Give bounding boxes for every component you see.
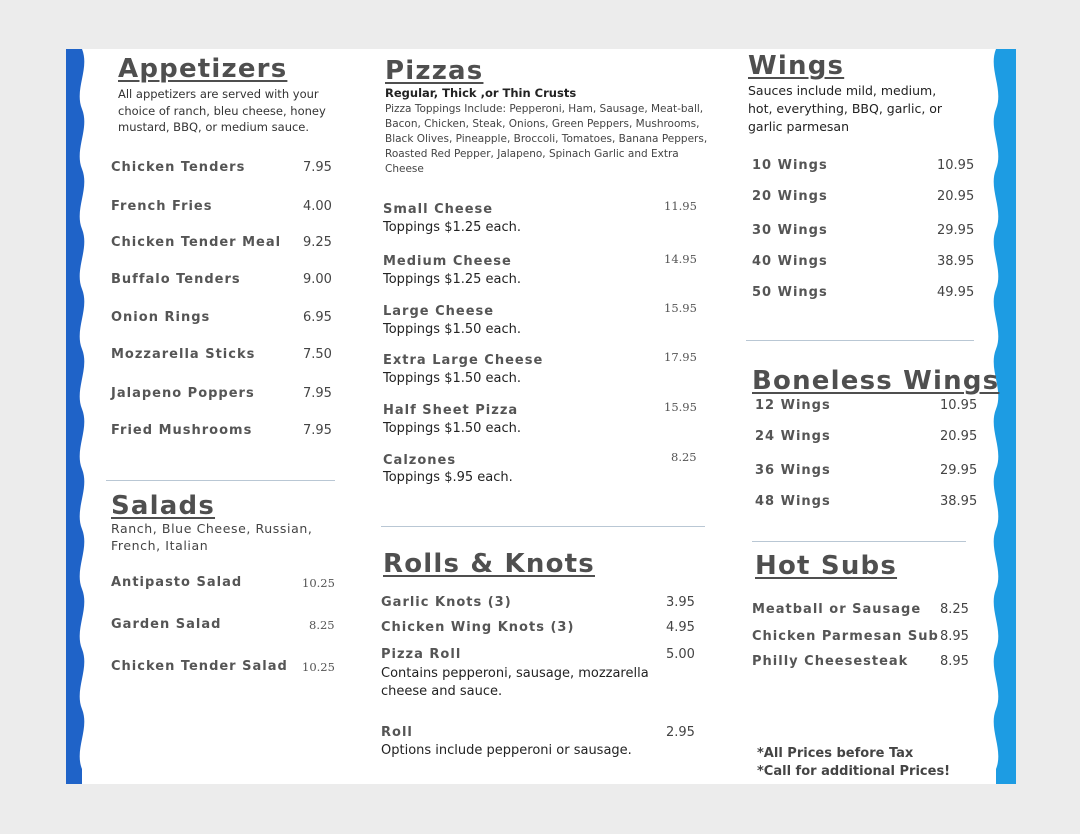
menu-item-name: 12 Wings <box>755 398 831 413</box>
menu-item-price: 29.95 <box>940 463 978 478</box>
menu-item-toppings: Toppings $.95 each. <box>383 470 513 485</box>
menu-item-price: 29.95 <box>937 223 975 238</box>
menu-item-price: 38.95 <box>937 254 975 269</box>
menu-item-price: 7.95 <box>303 386 332 401</box>
menu-item-name: Chicken Tenders <box>111 160 246 175</box>
menu-item-price: 4.95 <box>666 620 695 635</box>
section-divider <box>106 480 335 481</box>
menu-item-name: Large Cheese <box>383 304 495 319</box>
left-wave-stripe <box>66 49 92 784</box>
menu-item-price: 8.25 <box>940 602 969 617</box>
menu-item-price: 15.95 <box>664 301 697 315</box>
rolls-knots-title: Rolls & Knots <box>383 549 595 579</box>
menu-item-price: 20.95 <box>937 189 975 204</box>
menu-item-name: Meatball or Sausage <box>752 602 922 617</box>
menu-item-name: 50 Wings <box>752 285 828 300</box>
section-divider <box>381 526 705 527</box>
menu-item-name: Chicken Tender Meal <box>111 235 282 250</box>
menu-item-price: 8.95 <box>940 629 969 644</box>
menu-item-price: 11.95 <box>664 199 697 213</box>
menu-item-price: 14.95 <box>664 252 697 266</box>
menu-item-name: Half Sheet Pizza <box>383 403 519 418</box>
menu-item-name: Jalapeno Poppers <box>111 386 255 401</box>
menu-item-price: 10.25 <box>302 660 335 674</box>
price-note-call: *Call for additional Prices! <box>757 764 951 779</box>
menu-item-name: 40 Wings <box>752 254 828 269</box>
menu-item-price: 8.25 <box>309 618 335 632</box>
menu-item-name: Small Cheese <box>383 202 494 217</box>
menu-item-toppings: Toppings $1.50 each. <box>383 421 522 436</box>
section-divider <box>752 541 966 542</box>
menu-item-price: 8.25 <box>671 450 697 464</box>
menu-item-price: 38.95 <box>940 494 978 509</box>
menu-item-description: Options include pepperoni or sausage. <box>381 743 632 758</box>
menu-item-name: Fried Mushrooms <box>111 423 253 438</box>
menu-item-name: Medium Cheese <box>383 254 512 269</box>
salads-title: Salads <box>111 491 216 521</box>
menu-item-price: 3.95 <box>666 595 695 610</box>
menu-item-name: 30 Wings <box>752 223 828 238</box>
section-divider <box>746 340 974 341</box>
menu-item-name: Extra Large Cheese <box>383 353 544 368</box>
menu-item-price: 7.95 <box>303 423 332 438</box>
hot-subs-title: Hot Subs <box>755 551 898 581</box>
menu-item-price: 10.95 <box>937 158 975 173</box>
salads-dressings: Ranch, Blue Cheese, Russian, French, Italian <box>111 521 313 553</box>
menu-item-price: 9.00 <box>303 272 332 287</box>
menu-item-name: Onion Rings <box>111 310 211 325</box>
menu-item-price: 8.95 <box>940 654 969 669</box>
menu-item-name: 24 Wings <box>755 429 831 444</box>
menu-item-name: 36 Wings <box>755 463 831 478</box>
menu-item-price: 5.00 <box>666 647 695 662</box>
appetizers-description: All appetizers are served with your choice of ranch, bleu cheese, honey mustard, BBQ, or medium sauce. <box>118 87 326 134</box>
menu-item-name: Garlic Knots (3) <box>381 595 512 610</box>
pizza-crust-options: Regular, Thick ,or Thin Crusts <box>385 86 577 100</box>
appetizers-title: Appetizers <box>118 54 288 84</box>
menu-item-price: 49.95 <box>937 285 975 300</box>
menu-item-name: Antipasto Salad <box>111 575 243 590</box>
menu-item-price: 2.95 <box>666 725 695 740</box>
menu-item-toppings: Toppings $1.50 each. <box>383 322 522 337</box>
menu-item-price: 7.50 <box>303 347 332 362</box>
menu-item-toppings: Toppings $1.50 each. <box>383 371 522 386</box>
menu-item-name: French Fries <box>111 199 213 214</box>
menu-item-price: 15.95 <box>664 400 697 414</box>
wings-title: Wings <box>748 51 845 81</box>
menu-item-price: 10.95 <box>940 398 978 413</box>
pizzas-title: Pizzas <box>385 56 484 86</box>
menu-item-price: 17.95 <box>664 350 697 364</box>
menu-item-price: 6.95 <box>303 310 332 325</box>
menu-item-name: Calzones <box>383 453 457 468</box>
menu-item-name: Chicken Wing Knots (3) <box>381 620 575 635</box>
menu-item-name: 20 Wings <box>752 189 828 204</box>
menu-item-price: 10.25 <box>302 576 335 590</box>
boneless-wings-title: Boneless Wings <box>752 366 1000 396</box>
menu-item-name: Buffalo Tenders <box>111 272 241 287</box>
menu-item-name: Mozzarella Sticks <box>111 347 256 362</box>
menu-item-price: 9.25 <box>303 235 332 250</box>
menu-item-name: Garden Salad <box>111 617 222 632</box>
pizza-toppings-list: Pizza Toppings Include: Pepperoni, Ham, Sausage, Meat-ball, Bacon, Chicken, Steak, Onions, Green Peppers, Mushrooms, Black Olives, Pineapple, Broccoli, Tomatoes, Banana Peppers, Roasted Red Pepper, Jalapeno, Spinach Garlic and Extra Cheese <box>385 103 708 175</box>
menu-item-name: 48 Wings <box>755 494 831 509</box>
menu-item-toppings: Toppings $1.25 each. <box>383 220 522 235</box>
menu-item-name: Pizza Roll <box>381 647 462 662</box>
menu-item-price: 7.95 <box>303 160 332 175</box>
menu-item-name: Chicken Parmesan Sub <box>752 629 939 644</box>
menu-item-price: 4.00 <box>303 199 332 214</box>
menu-item-name: Chicken Tender Salad <box>111 659 288 674</box>
menu-item-name: Philly Cheesesteak <box>752 654 909 669</box>
wings-sauces: Sauces include mild, medium, hot, everything, BBQ, garlic, or garlic parmesan <box>748 83 943 134</box>
menu-item-price: 20.95 <box>940 429 978 444</box>
menu-item-name: Roll <box>381 725 413 740</box>
menu-item-name: 10 Wings <box>752 158 828 173</box>
menu-item-toppings: Toppings $1.25 each. <box>383 272 522 287</box>
menu-item-description: Contains pepperoni, sausage, mozzarella cheese and sauce. <box>381 666 649 699</box>
price-note-tax: *All Prices before Tax <box>757 746 914 761</box>
right-wave-stripe <box>988 49 1016 784</box>
